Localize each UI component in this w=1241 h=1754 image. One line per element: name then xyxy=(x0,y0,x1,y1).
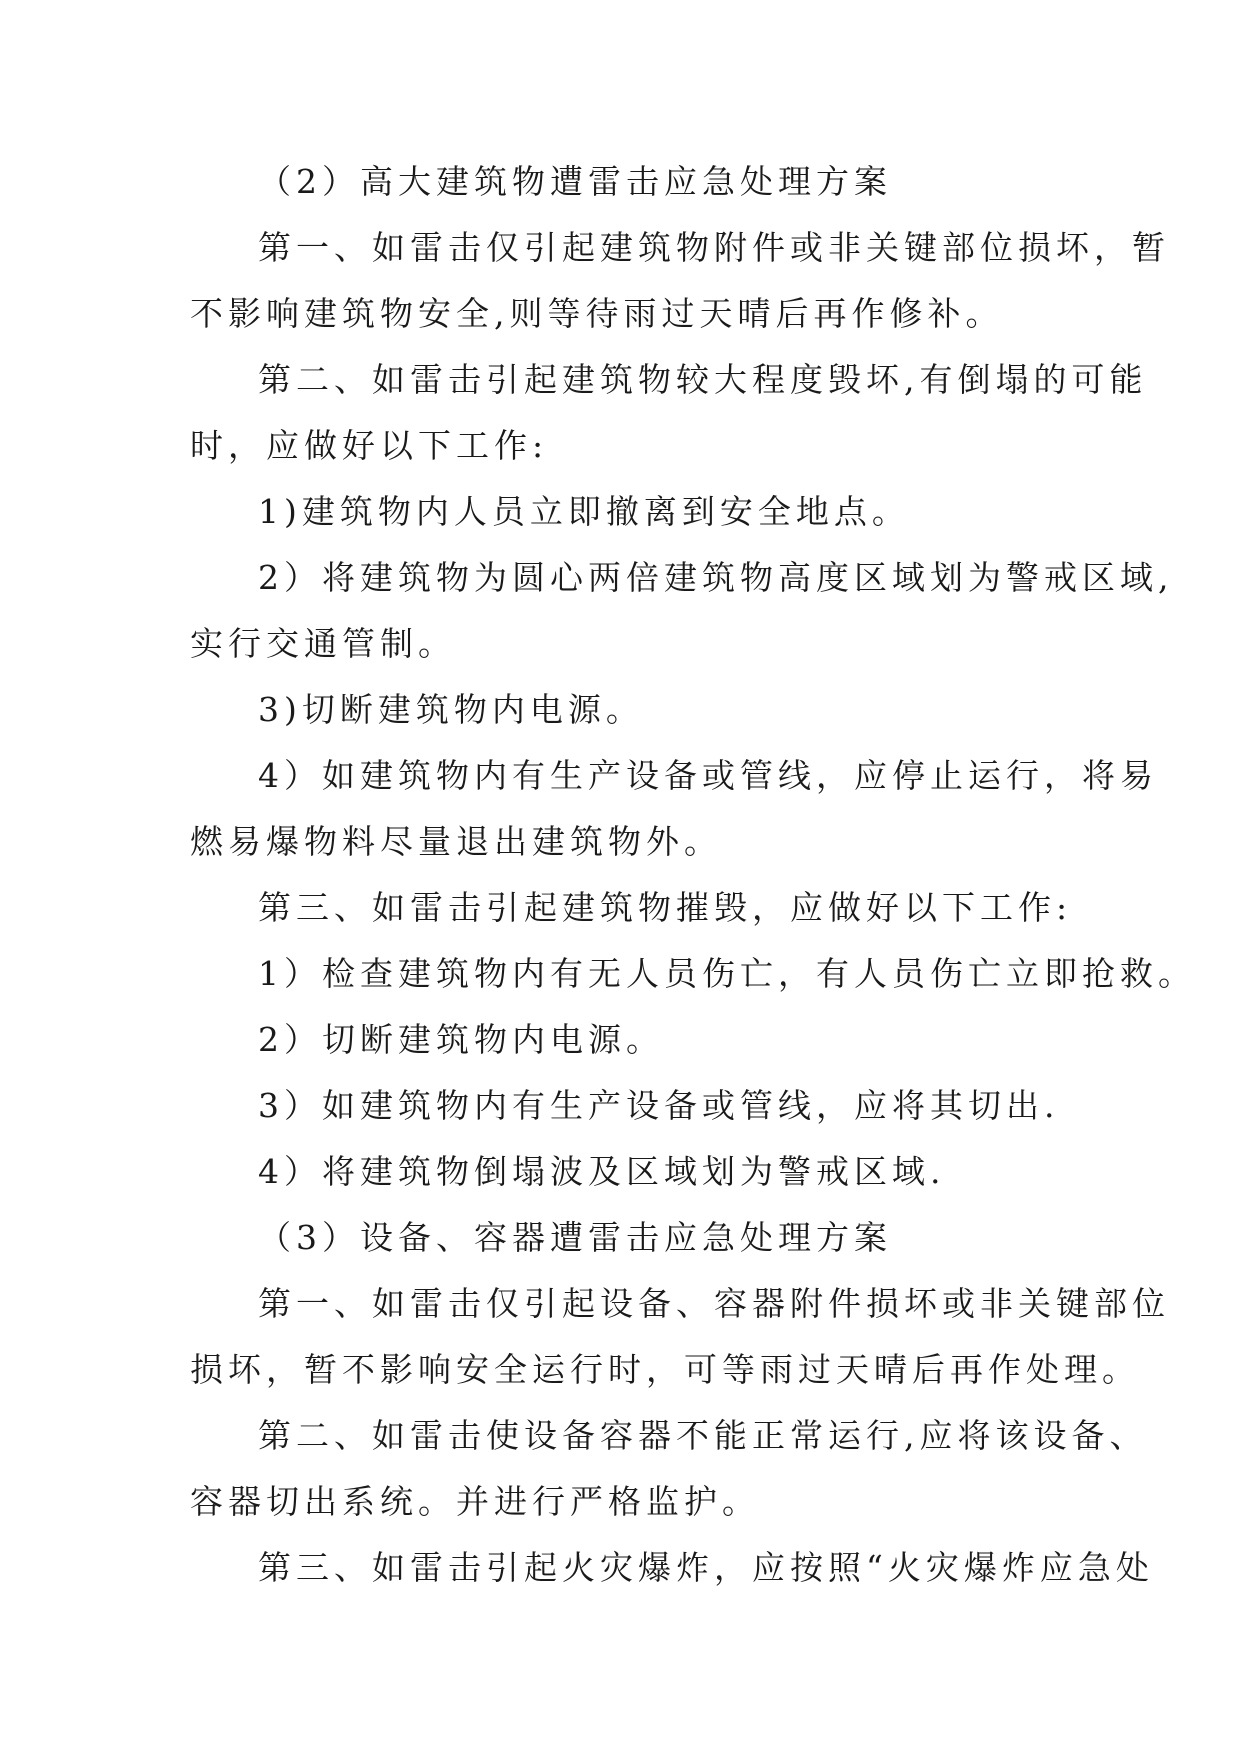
paragraph-line: 损坏，暂不影响安全运行时，可等雨过天晴后再作处理。 xyxy=(190,1350,1140,1389)
paragraph-line: 燃易爆物料尽量退出建筑物外。 xyxy=(190,822,722,861)
paragraph-line: 不影响建筑物安全,则等待雨过天晴后再作修补。 xyxy=(190,294,1004,333)
list-item: 4）将建筑物倒塌波及区域划为警戒区域. xyxy=(258,1152,946,1191)
paragraph-line: 时，应做好以下工作: xyxy=(190,426,549,465)
list-item: 1）检查建筑物内有无人员伤亡，有人员伤亡立即抢救。 xyxy=(258,954,1196,993)
paragraph-line: 容器切出系统。并进行严格监护。 xyxy=(190,1482,760,1521)
list-item: 4）如建筑物内有生产设备或管线，应停止运行，将易 xyxy=(258,756,1158,795)
paragraph-line: 第一、如雷击仅引起设备、容器附件损坏或非关键部位 xyxy=(258,1284,1170,1323)
section-heading-equipment: （3）设备、容器遭雷击应急处理方案 xyxy=(258,1218,892,1257)
section-heading-high-buildings: （2）高大建筑物遭雷击应急处理方案 xyxy=(258,162,892,201)
paragraph-line: 第二、如雷击引起建筑物较大程度毁坏,有倒塌的可能 xyxy=(258,360,1148,399)
list-item: 3）如建筑物内有生产设备或管线，应将其切出. xyxy=(258,1086,1060,1125)
list-item: 2）切断建筑物内电源。 xyxy=(258,1020,664,1059)
paragraph-line: 第三、如雷击引起火灾爆炸，应按照“火灾爆炸应急处 xyxy=(258,1548,1154,1587)
paragraph-line: 第二、如雷击使设备容器不能正常运行,应将该设备、 xyxy=(258,1416,1148,1455)
list-item: 1)建筑物内人员立即撤离到安全地点。 xyxy=(258,492,910,531)
list-item: 2）将建筑物为圆心两倍建筑物高度区域划为警戒区域, xyxy=(258,558,1174,597)
paragraph-line: 第一、如雷击仅引起建筑物附件或非关键部位损坏，暂 xyxy=(258,228,1170,267)
list-item: 3)切断建筑物内电源。 xyxy=(258,690,644,729)
paragraph-line: 实行交通管制。 xyxy=(190,624,456,663)
paragraph-line: 第三、如雷击引起建筑物摧毁，应做好以下工作: xyxy=(258,888,1073,927)
